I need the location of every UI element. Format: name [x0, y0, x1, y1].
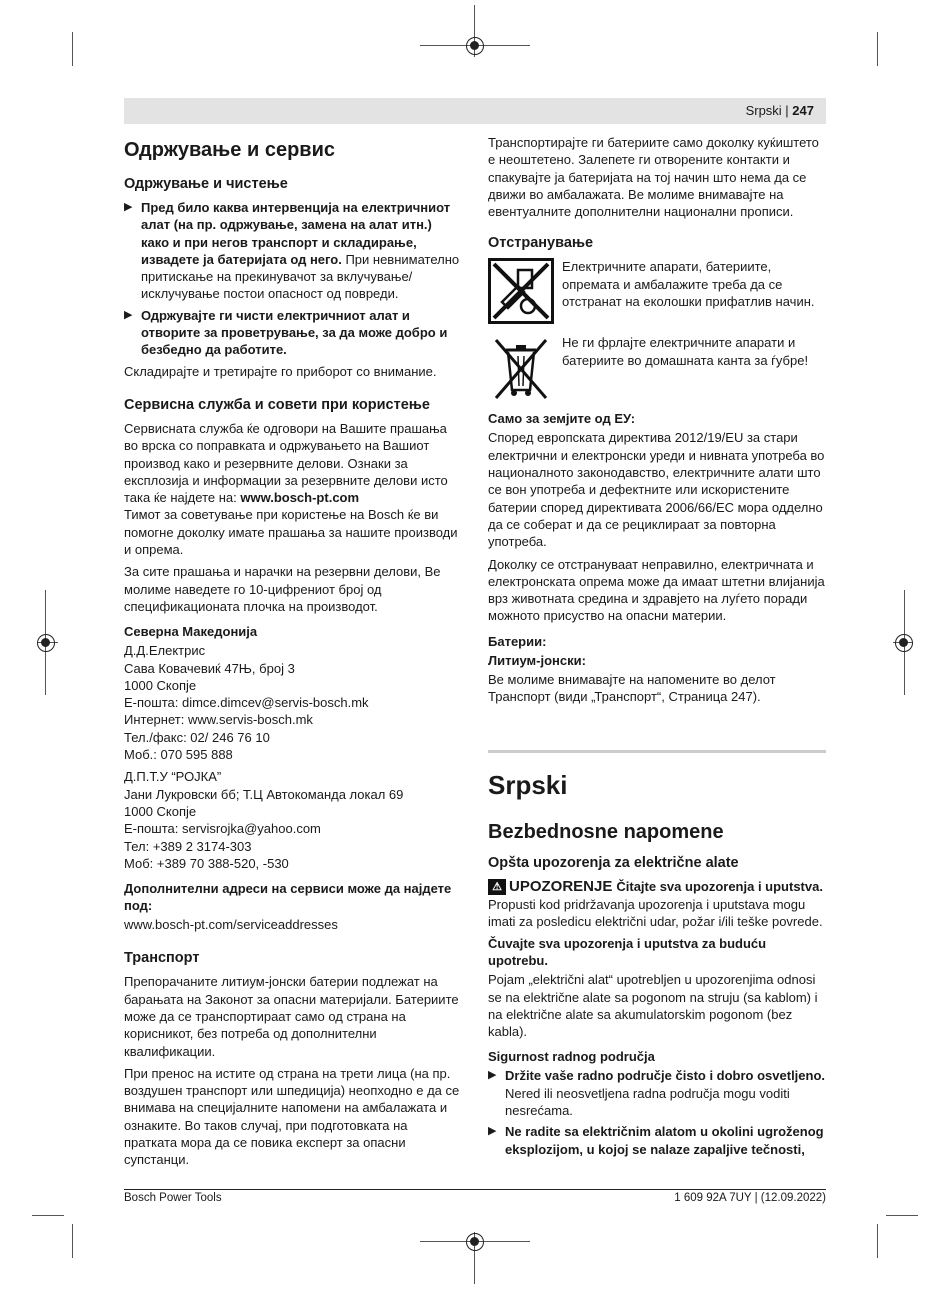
footer-doc-number: 1 609 92A 7UY | (12.09.2022): [674, 1192, 826, 1204]
language-section-title: Srpski: [488, 770, 568, 801]
footer-rule: [124, 1189, 826, 1190]
registration-mark-icon: [37, 634, 55, 652]
registration-mark-icon: [895, 634, 913, 652]
transport-paragraph-2: При пренос на истите од страна на трети лица (на пр. воздушен транспорт или шпедиција) неопходно е да се внимава на специјалните напомени на амбалажата и ознаките. Во таков случај, при подготовката на пратката мора да се повика експерт за опасни супстанци.: [124, 1065, 460, 1168]
crop-mark: [32, 1215, 64, 1216]
registration-mark-icon: [466, 1233, 484, 1251]
crop-mark: [886, 1215, 918, 1216]
more-addresses-heading: Дополнителни адреси на сервиси може да најдете под:: [124, 881, 452, 914]
crop-mark: [72, 32, 73, 66]
transport-paragraph-3: Транспортирајте ги батериите само доколку куќиштето е неоштетено. Залепете ги отворените контакти и спакувајте ја батеријата на тој начин што нема да се движи во амбалажата. Ве молиме внимавајте на евентуалните дополнителни национални прописи.: [488, 135, 819, 220]
warning-word: UPOZORENJE: [509, 878, 613, 896]
service-text-2: Тимот за советување при користење на Bosch ќе ви помогне доколку имате прашања за нашите производи и опрема.: [124, 507, 458, 558]
address-line: Д.П.Т.У “РОЈКА”: [124, 769, 222, 785]
address-line: Интернет: www.servis-bosch.mk: [124, 712, 313, 728]
crop-mark: [72, 1224, 73, 1258]
disposal-text-1: Електричните апарати, батериите, опремата и амбалажите треба да се отстранат на еколошки прифатлив начин.: [562, 259, 815, 310]
liion-text: Ве молиме внимавајте на напомените во делот Транспорт (види „Транспорт“, Страница 247).: [488, 671, 776, 705]
address-line: Е-пошта: servisrojka@yahoo.com: [124, 821, 321, 837]
eu-heading: Само за земјите од ЕУ:: [488, 411, 636, 427]
list-item: [124, 199, 462, 303]
warning-label: [488, 878, 612, 895]
address-line: Сава Ковачевиќ 47Њ, број 3: [124, 660, 295, 676]
country-heading: Северна Македонија: [124, 624, 258, 640]
page-number: 247: [792, 103, 814, 118]
triangle-right-icon: ▶: [488, 1069, 497, 1082]
crop-mark: [877, 1224, 878, 1258]
liion-label: Литиум-јонски:: [488, 652, 586, 668]
warning-text: Propusti kod pridržavanja upozorenja i uputstava mogu imati za posledicu električni udar, požar i/ili teške povrede.: [488, 896, 823, 929]
bullet-bold-text: Одржувајте ги чисти електричниот алат и отворите за проветрување, за да може добро и безбедно да работите.: [141, 307, 448, 358]
batteries-label: Батерии:: [488, 633, 547, 649]
eu-paragraph-2: Доколку се отстрануваат неправилно, електричната и електронската опрема може да имаат штетни влијанија врз животната средина и здравјето на луѓето поради можното присуство на опасни материи.: [488, 556, 825, 624]
crossed-out-bin-icon: [488, 334, 554, 400]
disposal-row-2: [488, 334, 826, 400]
general-warnings-heading: Opšta upozorenja za električne alate: [488, 855, 739, 872]
service-paragraph-3: За сите прашања и нарачки на резервни делови, Ве молиме наведете го 10-цифрениот број од спецификационата плочка на производот.: [124, 564, 441, 614]
heading-transport: Транспорт: [124, 950, 200, 967]
disposal-row-1: [488, 258, 826, 324]
eu-paragraph-1: Според европската директива 2012/19/EU за стари електрични и електронски уреди и нивната употреба во националното законодавство, електричните алати што се вон употреба и дефектните или искористените батерии според директивата 2006/66/EC мора одделно да се соберат и да се рециклираат за повторна употреба.: [488, 430, 825, 550]
section-title-maintenance: Одржување и сервис: [124, 139, 335, 161]
triangle-right-icon: ▶: [488, 1125, 497, 1138]
crop-mark: [877, 32, 878, 66]
list-item: [488, 1067, 826, 1119]
address-line: Моб.: 070 595 888: [124, 747, 233, 763]
registration-mark-icon: [466, 37, 484, 55]
term-paragraph: Pojam „električni alat“ upotrebljen u upozorenjima odnosi se na električne alate sa pogonom na struju (sa kablom) i na električne alate sa akumulatorskim pogonom (bez kabla).: [488, 972, 818, 1040]
address-block-2: [124, 768, 462, 872]
disposal-text-2: Не ги фрлајте електричните апарати и батериите во домашната канта за ѓубре!: [562, 335, 809, 368]
warning-block: [488, 878, 826, 895]
triangle-right-icon: ▶: [124, 201, 133, 213]
address-line: 1000 Скопје: [124, 677, 197, 693]
keep-instructions: Čuvajte sva upozorenja i uputstva za buduću upotrebu.: [488, 936, 767, 969]
heading-service: Сервисна служба и совети при користење: [124, 396, 430, 413]
bullet-bold-text: Držite vaše radno područje čisto i dobro osvetljeno.: [505, 1068, 826, 1084]
heading-maintenance-cleaning: Одржување и чистење: [124, 176, 288, 192]
list-item: [124, 307, 462, 359]
footer-brand: Bosch Power Tools: [124, 1192, 222, 1204]
bullet-text: Nered ili neosvetljena radna područja mogu voditi nesrećama.: [505, 1085, 790, 1119]
service-text: Сервисната служба ќе одговори на Вашите прашања во врска со поправката и одржувањето на Вашиот производ како и резервните делови. Ознаки за експлозија и информации за резервните делови исто така ќе најдете на:: [124, 420, 448, 506]
storage-text: Складирајте и третирајте го приборот со внимание.: [124, 363, 437, 379]
address-line: Јани Лукровски бб; Т.Ц Автокоманда локал 69: [124, 786, 404, 802]
warning-bold-text: Čitajte sva upozorenja i uputstva.: [616, 879, 823, 895]
bullet-text: При невнимателно притискање на прекинувачот за вклучување/исклучување постои опасност од повреди.: [141, 251, 460, 302]
service-url: www.bosch-pt.com: [240, 490, 360, 506]
heading-disposal: Отстранување: [488, 235, 594, 252]
bullet-bold-text: Пред било каква интервенција на електричниот алат (на пр. одржување, замена на алат итн.) како и при негов транспорт и складирање, извадете ја батеријата од него.: [141, 200, 451, 267]
bullet-bold-text: Ne radite sa električnim alatom u okolini ugroženog eksplozijom, u kojoj se nalaze zapaljive tečnosti,: [505, 1124, 824, 1157]
work-area-heading: Sigurnost radnog područja: [488, 1049, 655, 1065]
list-item: [488, 1123, 826, 1158]
address-line: Тел./факс: 02/ 246 76 10: [124, 729, 270, 745]
address-line: Д.Д.Електрис: [124, 643, 206, 659]
header-language: Srpski: [745, 103, 782, 118]
crossed-out-tools-icon: [488, 258, 554, 324]
section-divider: [488, 750, 826, 753]
address-line: Моб: +389 70 388-520, -530: [124, 855, 289, 871]
safety-heading: Bezbednosne napomene: [488, 821, 724, 844]
warning-triangle-icon: ⚠: [488, 879, 506, 895]
address-line: Тел: +389 2 3174-303: [124, 838, 252, 854]
transport-paragraph-1: Препорачаните литиум-јонски батерии подлежат на барањата на Законот за опасни материјали. Батериите може да се транспортираат само од страна на корисникот, без потреба од дополнителни квалификации.: [124, 974, 459, 1059]
address-block-1: [124, 642, 462, 763]
left-column: [124, 134, 462, 1174]
page-header: [124, 98, 826, 124]
header-page-info: Srpski | 247: [745, 103, 814, 118]
triangle-right-icon: ▶: [124, 308, 133, 321]
address-line: 1000 Скопје: [124, 803, 197, 819]
more-addresses-url: www.bosch-pt.com/serviceaddresses: [124, 917, 338, 933]
address-line: Е-пошта: dimce.dimcev@servis-bosch.mk: [124, 695, 369, 711]
right-column: [488, 134, 826, 1162]
service-paragraph: [124, 420, 462, 558]
